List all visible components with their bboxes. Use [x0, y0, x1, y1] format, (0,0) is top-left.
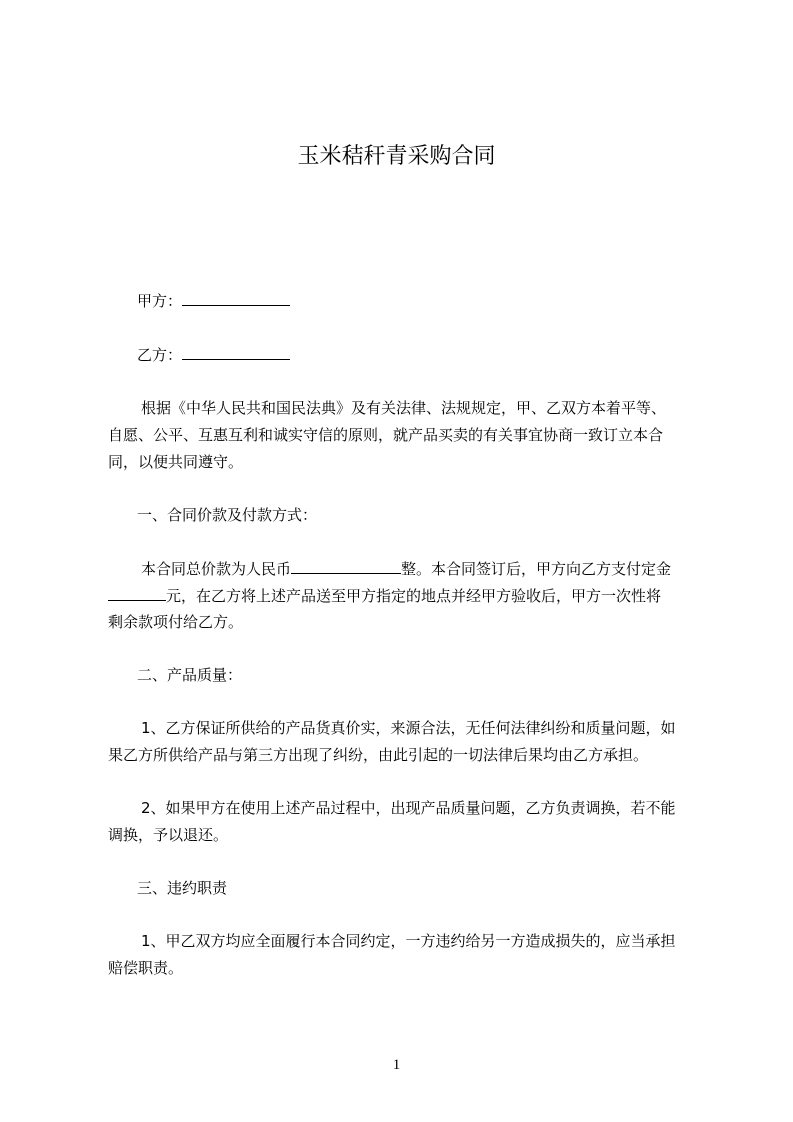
- section2-item2-line-1: 2、如果甲方在使用上述产品过程中，出现产品质量问题，乙方负责调换，若不能: [141, 799, 676, 817]
- section2-item2-line-2: 调换，予以退还。: [108, 826, 229, 844]
- section1-line-2: [108, 585, 661, 606]
- section3-heading: 三、违约职责: [137, 879, 228, 897]
- party-a-blank: [182, 290, 290, 306]
- section1-line-3: 剩余款项付给乙方。: [108, 613, 244, 631]
- section1-line-2-text: 元，在乙方将上述产品送至甲方指定的地点并经甲方验收后，甲方一次性将: [166, 587, 662, 605]
- contract-title: 玉米秸秆青采购合同: [297, 144, 496, 169]
- deposit-blank: [108, 585, 166, 601]
- party-b-blank: [182, 344, 290, 360]
- party-a-line: [137, 290, 290, 311]
- intro-line-3: 同，以便共同遵守。: [108, 453, 244, 471]
- section2-item1-line-1: 1、乙方保证所供给的产品货真价实，来源合法，无任何法律纠纷和质量问题，如: [141, 719, 676, 737]
- page-number: 1: [392, 1057, 401, 1073]
- party-b-line: [137, 344, 290, 365]
- section1-line-1: [141, 558, 671, 579]
- intro-line-2: 自愿、公平、互惠互利和诚实守信的原则，就产品买卖的有关事宜协商一致订立本合: [108, 426, 664, 444]
- section2-heading: 二、产品质量：: [137, 666, 243, 684]
- intro-line-1: 根据《中华人民共和国民法典》及有关法律、法规规定，甲、乙双方本着平等、: [141, 399, 667, 417]
- section1-line-1-part-b: 整。本合同签订后，甲方向乙方支付定金: [401, 560, 672, 578]
- section1-heading: 一、合同价款及付款方式：: [137, 506, 318, 524]
- party-a-label: 甲方：: [137, 292, 183, 310]
- section3-item1-line-1: 1、甲乙双方均应全面履行本合同约定，一方违约给另一方造成损失的，应当承担: [141, 932, 676, 950]
- section3-item1-line-2: 赔偿职责。: [108, 959, 184, 977]
- section2-item1-line-2: 果乙方所供给产品与第三方出现了纠纷，由此引起的一切法律后果均由乙方承担。: [108, 746, 649, 764]
- section1-line-1-part-a: 本合同总价款为人民币: [141, 560, 292, 578]
- party-b-label: 乙方：: [137, 346, 183, 364]
- total-price-blank: [291, 558, 401, 574]
